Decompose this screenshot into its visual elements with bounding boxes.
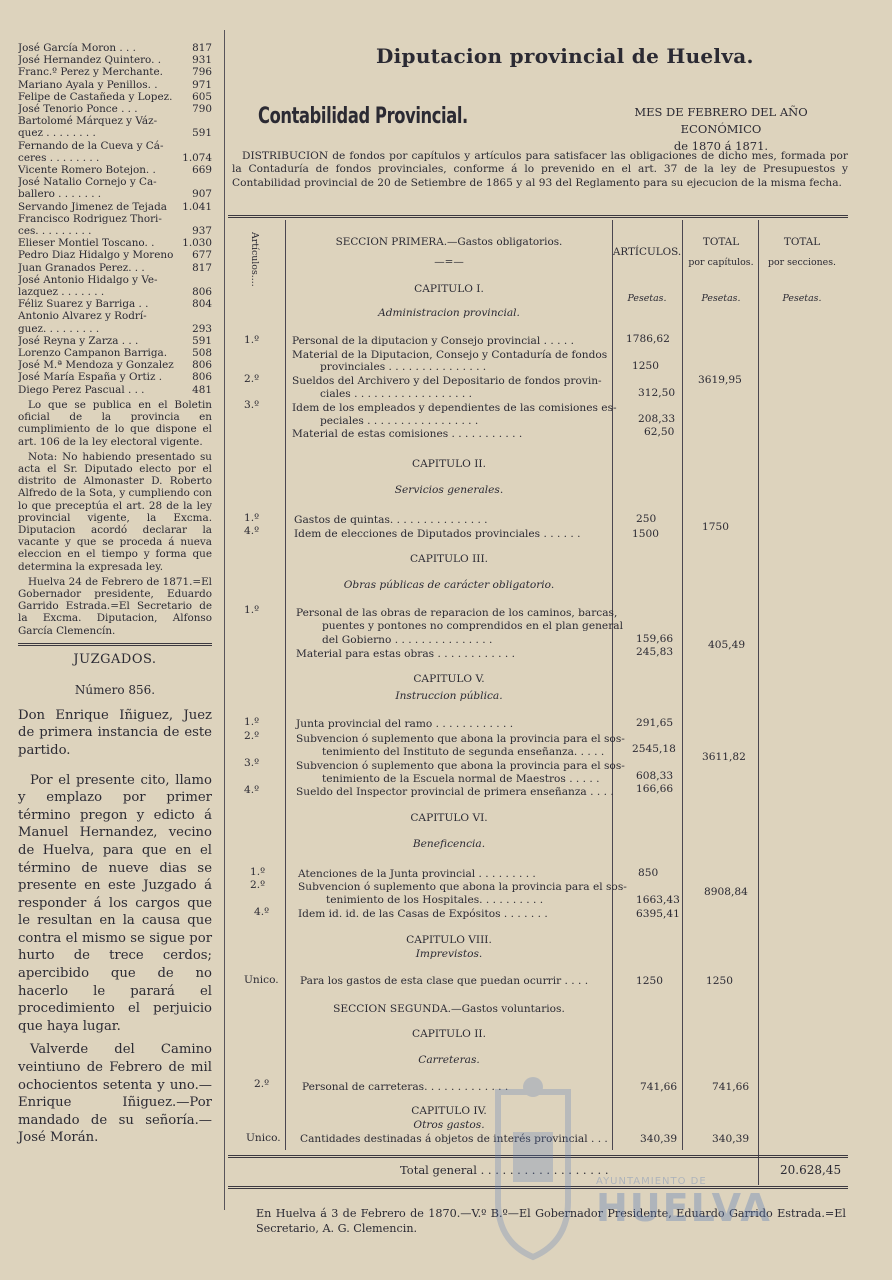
left-column xyxy=(18,42,212,1149)
row-text: Material de estas comisiones . . . . . . . . . . . xyxy=(292,428,523,440)
heading-separator: —=— xyxy=(434,256,464,268)
row-text: Atenciones de la Junta provincial . . . . . . . . . xyxy=(298,868,536,880)
candidate-votes: 508 xyxy=(192,347,212,360)
article-number: 1.º xyxy=(244,512,260,524)
row-value: 250 xyxy=(636,513,657,525)
chapter-subtitle: Servicios generales. xyxy=(394,484,504,496)
candidate-row xyxy=(18,384,212,396)
chapter-heading: CAPITULO V. xyxy=(413,673,485,685)
candidate-votes: 817 xyxy=(192,261,212,274)
chapter-subtitle: Obras públicas de carácter obligatorio. xyxy=(343,579,555,591)
row-text: Subvencion ó suplemento que abona la provincia para el sos- xyxy=(296,760,625,772)
article-number: 3.º xyxy=(244,399,260,411)
chapter-heading: CAPITULO III. xyxy=(409,553,489,565)
candidate-name: Franc.º Perez y Merchante. xyxy=(18,66,163,79)
edict-body: Por el presente cito, llamo y emplazo por primer término pregon y edicto á Manuel Hernandez, vecino de Huelva, para que en el término de nueve dias se presente en este Juzgado á responder á los cargos que le resultan en la causa que contra el mismo se sigue por hurto de trece cerdos; apercibido que de no hacerlo le parará el procedimiento el perjuicio que haya lugar. xyxy=(18,772,212,1034)
chapter-heading: CAPITULO II. xyxy=(412,458,486,470)
candidate-votes xyxy=(210,213,212,225)
chapter-total: 8908,84 xyxy=(704,886,748,898)
candidate-name: José María España y Ortiz . xyxy=(18,371,163,384)
row-value: 850 xyxy=(638,867,659,879)
row-text: Idem de elecciones de Diputados provinciales . . . . . . xyxy=(294,528,581,540)
candidate-row xyxy=(18,237,212,249)
article-number: 2.º xyxy=(254,1078,270,1090)
chapter-heading: CAPITULO II. xyxy=(412,1028,486,1040)
candidate-votes: 677 xyxy=(192,249,212,262)
candidate-row xyxy=(18,176,212,188)
candidate-row xyxy=(18,262,212,274)
month-line-1: MES DE FEBRERO DEL AÑO ECONÓMICO xyxy=(634,105,808,136)
edict-signature: Valverde del Camino veintiuno de Febrero de mil ochocientos setenta y uno.—Enrique Iñiguez.—Por mandado de su señoría.—José Morán. xyxy=(18,1042,212,1146)
candidate-name: Antonio Alvarez y Rodrí- xyxy=(18,310,147,323)
row-text: Material para estas obras . . . . . . . . . . . . xyxy=(296,648,515,660)
candidate-votes: 1.030 xyxy=(182,237,212,250)
candidate-votes: 1.074 xyxy=(182,151,212,164)
candidate-row xyxy=(18,115,212,127)
candidate-votes xyxy=(210,115,212,127)
row-text: tenimiento de los Hospitales. . . . . . . . . . xyxy=(326,894,544,906)
pesetas-label: Pesetas. xyxy=(701,293,741,304)
distribution-intro: DISTRIBUCION de fondos por capítulos y artículos para satisfacer las obligaciones de dicho mes, formada por la Contaduría de fondos provinciales, conforme á lo prevenido en el art. 37 de la ley de Presupuestos y Contabilidad provincial de 20 de Setiembre de 1865 y al 93 del Reglamento para su ejecucion de la misma fecha. xyxy=(232,150,848,189)
seccion-primera-heading: SECCION PRIMERA.—Gastos obligatorios. xyxy=(335,236,563,248)
article-number: 1.º xyxy=(244,334,260,346)
row-text: Junta provincial del ramo . . . . . . . . . . . . xyxy=(296,718,514,730)
row-text: Sueldo del Inspector provincial de primera enseñanza . . . . xyxy=(296,786,614,798)
edict-number: Número 856. xyxy=(74,682,156,697)
row-text: ciales . . . . . . . . . . . . . . . . . . xyxy=(320,388,472,400)
chapter-heading: CAPITULO I. xyxy=(414,283,484,295)
candidate-name: Bartolomé Márquez y Váz- xyxy=(18,115,158,128)
month-heading xyxy=(598,104,844,155)
table-line-capitulos xyxy=(682,220,683,1150)
candidate-votes: 796 xyxy=(192,66,212,79)
candidate-row xyxy=(18,79,212,91)
candidate-name: Lorenzo Campanon Barriga. xyxy=(18,347,168,360)
candidate-votes: 806 xyxy=(192,359,212,372)
row-value: 1250 xyxy=(636,975,663,987)
candidate-votes: 790 xyxy=(192,103,212,116)
table-line-articles xyxy=(285,220,286,1150)
candidate-votes: 481 xyxy=(192,383,212,396)
chapter-subtitle: Beneficencia. xyxy=(412,838,486,850)
candidate-name: José Antonio Hidalgo y Ve- xyxy=(18,273,158,286)
candidate-row xyxy=(18,127,212,139)
row-value: 208,33 xyxy=(638,413,676,425)
row-text: del Gobierno . . . . . . . . . . . . . . . xyxy=(322,634,493,646)
row-value: 2545,18 xyxy=(632,743,676,755)
row-text: tenimiento de la Escuela normal de Maestros . . . . . xyxy=(322,773,600,785)
candidate-row xyxy=(18,298,212,310)
edict-judge: Don Enrique Iñiguez, Juez de primera instancia de este partido. xyxy=(18,707,212,758)
candidate-name: Juan Granados Perez. . . xyxy=(18,261,145,274)
total-secciones-header-2: por secciones. xyxy=(768,257,836,268)
chapter-heading: CAPITULO VIII. xyxy=(406,934,492,946)
chapter-total: 1250 xyxy=(706,975,733,987)
row-text: Cantidades destinadas á objetos de interés provincial . . . xyxy=(300,1133,608,1145)
row-value: 1663,43 xyxy=(636,894,680,906)
table-top-rule xyxy=(228,215,848,218)
candidate-name: José Natalio Cornejo y Ca- xyxy=(18,176,157,189)
row-text: Idem de los empleados y dependientes de las comisiones es- xyxy=(292,402,617,414)
juzgados-heading: JUZGADOS. xyxy=(73,651,157,667)
row-text: Personal de carreteras. . . . . . . . . . . . . xyxy=(302,1081,509,1093)
vacancy-note: Nota: No habiendo presentado su acta el Sr. Diputado electo por el distrito de Almonaster D. Roberto Alfredo de la Sota, y cumpliendo con lo que preceptúa el art. 28 de la ley provincial vigente, la Excma. Diputacion acordó declarar la vacante y que se proceda á nueva eleccion en el tiempo y forma que determina la expresada ley. xyxy=(18,450,212,573)
row-value: 741,66 xyxy=(640,1081,678,1093)
chapter-heading: CAPITULO IV. xyxy=(411,1105,487,1117)
candidate-name: José Hernandez Quintero. . xyxy=(18,54,162,67)
chapter-total: 405,49 xyxy=(708,639,746,651)
candidate-name: ces. . . . . . . . . xyxy=(18,225,92,238)
candidate-row xyxy=(18,323,212,335)
candidate-votes: 971 xyxy=(192,78,212,91)
candidate-votes: 591 xyxy=(192,127,212,140)
article-number: Unico. xyxy=(246,1132,281,1144)
chapter-total: 741,66 xyxy=(712,1081,750,1093)
candidate-votes xyxy=(210,274,212,286)
candidate-votes: 937 xyxy=(192,225,212,238)
row-value: 608,33 xyxy=(636,770,674,782)
chapter-subtitle: Carreteras. xyxy=(418,1054,480,1066)
candidate-name: Pedro Diaz Hidalgo y Moreno xyxy=(18,249,174,262)
chapter-subtitle: Otros gastos. xyxy=(413,1119,485,1131)
chapter-total: 3619,95 xyxy=(698,374,742,386)
table-line-articulos xyxy=(612,220,613,1150)
candidate-row xyxy=(18,54,212,66)
candidate-row xyxy=(18,335,212,347)
candidate-row xyxy=(18,274,212,286)
candidate-votes: 293 xyxy=(192,322,212,335)
contabilidad-title: Contabilidad Provincial. xyxy=(258,104,468,129)
section-rule xyxy=(18,643,212,646)
footer-signature: En Huelva á 3 de Febrero de 1870.—V.º B.º—El Gobernador Presidente, Eduardo Garrido Estrada.=El Secretario, A. G. Clemencin. xyxy=(256,1207,846,1235)
candidate-votes: 1.041 xyxy=(182,200,212,213)
candidate-name: ceres . . . . . . . . xyxy=(18,151,100,164)
row-text: Sueldos del Archivero y del Depositario de fondos provin- xyxy=(292,375,602,387)
chapter-heading: CAPITULO VI. xyxy=(410,812,488,824)
article-number: 1.º xyxy=(250,866,266,878)
article-number: Unico. xyxy=(244,974,279,986)
candidate-row xyxy=(18,152,212,164)
row-value: 291,65 xyxy=(636,717,674,729)
candidate-name: guez. . . . . . . . . xyxy=(18,322,100,335)
candidate-name: ballero . . . . . . . xyxy=(18,188,102,201)
watermark-text: HUELVA xyxy=(596,1186,772,1230)
article-number: 1.º xyxy=(244,604,260,616)
candidate-votes: 806 xyxy=(192,286,212,299)
row-text: Para los gastos de esta clase que puedan ocurrir . . . . xyxy=(300,975,589,987)
row-text: Subvencion ó suplemento que abona la provincia para el sos- xyxy=(298,881,627,893)
row-value: 1500 xyxy=(632,528,659,540)
candidate-row xyxy=(18,42,212,54)
total-secciones-header: TOTAL xyxy=(783,236,821,248)
candidate-row xyxy=(18,140,212,152)
candidate-votes: 591 xyxy=(192,334,212,347)
pesetas-label: Pesetas. xyxy=(782,293,822,304)
articulos-header: ARTÍCULOS. xyxy=(612,246,682,258)
total-capitulos-header-2: por capítulos. xyxy=(688,257,754,268)
article-number: 4.º xyxy=(254,906,270,918)
candidate-votes: 806 xyxy=(192,371,212,384)
candidate-row xyxy=(18,249,212,261)
candidate-votes: 804 xyxy=(192,298,212,311)
candidate-name: Francisco Rodriguez Thori- xyxy=(18,212,162,225)
total-value: 20.628,45 xyxy=(780,1163,842,1177)
candidate-name: Diego Perez Pascual . . . xyxy=(18,383,145,396)
row-text: Gastos de quintas. . . . . . . . . . . . . . . xyxy=(294,514,488,526)
candidate-row xyxy=(18,347,212,359)
total-capitulos-header: TOTAL xyxy=(702,236,740,248)
candidate-votes: 931 xyxy=(192,54,212,67)
watermark-subtext: AYUNTAMIENTO DE xyxy=(596,1176,707,1187)
candidate-name: Servando Jimenez de Tejada xyxy=(18,200,167,213)
candidate-name: José García Moron . . . xyxy=(18,42,136,54)
chapter-total: 3611,82 xyxy=(702,751,746,763)
row-text: Personal de la diputacion y Consejo provincial . . . . . xyxy=(292,335,574,347)
candidate-name: José M.ª Mendoza y Gonzalez xyxy=(18,359,174,372)
candidate-row xyxy=(18,164,212,176)
candidate-row xyxy=(18,310,212,322)
candidate-name: Féliz Suarez y Barriga . . xyxy=(18,298,149,311)
candidate-row xyxy=(18,188,212,200)
candidate-name: lazquez . . . . . . . xyxy=(18,286,105,299)
column-divider xyxy=(224,30,225,1210)
candidate-row xyxy=(18,66,212,78)
candidate-votes xyxy=(210,140,212,152)
candidate-row xyxy=(18,201,212,213)
seccion-segunda-heading: SECCION SEGUNDA.—Gastos voluntarios. xyxy=(333,1003,565,1015)
candidate-row xyxy=(18,286,212,298)
total-label: Total general . . . . . . . . . . . . . . . . . . xyxy=(400,1163,609,1177)
chapter-subtitle: Administracion provincial. xyxy=(378,307,520,319)
candidate-name: Felipe de Castañeda y Lopez. xyxy=(18,90,173,103)
signature-note: Huelva 24 de Febrero de 1871.=El Gobernador presidente, Eduardo Garrido Estrada.=El Secretario de la Excma. Diputacion, Alfonso García Clemencín. xyxy=(18,575,212,637)
candidate-votes xyxy=(210,176,212,188)
candidate-row xyxy=(18,213,212,225)
candidate-row xyxy=(18,359,212,371)
candidate-votes: 907 xyxy=(192,188,212,201)
article-number: 2.º xyxy=(244,373,260,385)
row-value: 6395,41 xyxy=(636,908,680,920)
row-text: Material de la Diputacion, Consejo y Contaduría de fondos xyxy=(292,349,608,361)
candidate-row xyxy=(18,91,212,103)
articles-vertical-header: Artículos.... xyxy=(249,232,260,287)
row-text: Idem id. id. de las Casas de Expósitos . . . . . . . xyxy=(298,908,548,920)
row-value: 166,66 xyxy=(636,783,674,795)
chapter-subtitle: Instruccion pública. xyxy=(395,690,503,702)
candidate-row xyxy=(18,225,212,237)
candidate-votes xyxy=(210,310,212,322)
candidate-name: Vicente Romero Botejon. . xyxy=(18,164,156,177)
article-number: 1.º xyxy=(244,716,260,728)
article-number: 2.º xyxy=(244,730,260,742)
month-line-2: de 1870 á 1871. xyxy=(673,139,769,153)
row-value: 1250 xyxy=(632,360,659,372)
candidate-name: quez . . . . . . . . xyxy=(18,127,96,140)
candidate-row xyxy=(18,103,212,115)
row-value: 159,66 xyxy=(636,633,674,645)
row-text: Personal de las obras de reparacion de los caminos, barcas, xyxy=(296,607,618,619)
candidate-list xyxy=(18,42,212,396)
candidate-name: Mariano Ayala y Penillos. . xyxy=(18,78,158,91)
candidate-votes: 817 xyxy=(192,42,212,54)
candidate-name: Elieser Montiel Toscano. . xyxy=(18,237,155,250)
row-value: 312,50 xyxy=(638,387,676,399)
row-value: 340,39 xyxy=(640,1133,678,1145)
row-text: puentes y pontones no comprendidos en el plan general xyxy=(322,620,623,632)
page-title: Diputacion provincial de Huelva. xyxy=(376,44,754,68)
article-number: 3.º xyxy=(244,757,260,769)
article-number: 4.º xyxy=(244,784,260,796)
row-value: 1786,62 xyxy=(626,333,670,345)
chapter-total: 340,39 xyxy=(712,1133,750,1145)
publication-note: Lo que se publica en el Boletin oficial de la provincia en cumplimiento de lo que dispone el art. 106 de la ley electoral vigente. xyxy=(18,398,212,448)
candidate-row xyxy=(18,371,212,383)
candidate-votes: 669 xyxy=(192,164,212,177)
chapter-total: 1750 xyxy=(702,521,729,533)
pesetas-label: Pesetas. xyxy=(627,293,667,304)
candidate-name: José Tenorio Ponce . . . xyxy=(18,103,138,116)
chapter-subtitle: Imprevistos. xyxy=(415,948,483,960)
table-line-secciones xyxy=(758,220,759,1185)
row-text: Subvencion ó suplemento que abona la provincia para el sos- xyxy=(296,733,625,745)
candidate-name: José Reyna y Zarza . . . xyxy=(18,334,139,347)
row-value: 62,50 xyxy=(644,426,675,438)
row-value: 245,83 xyxy=(636,646,674,658)
candidate-votes: 605 xyxy=(192,90,212,103)
row-text: provinciales . . . . . . . . . . . . . . . xyxy=(320,361,487,373)
watermark-crest-icon xyxy=(488,1072,818,1272)
article-number: 4.º xyxy=(244,525,260,537)
candidate-name: Fernando de la Cueva y Cá- xyxy=(18,139,164,152)
row-text: peciales . . . . . . . . . . . . . . . . . xyxy=(320,415,479,427)
row-text: tenimiento del Instituto de segunda enseñanza. . . . . xyxy=(322,746,605,758)
article-number: 2.º xyxy=(250,879,266,891)
